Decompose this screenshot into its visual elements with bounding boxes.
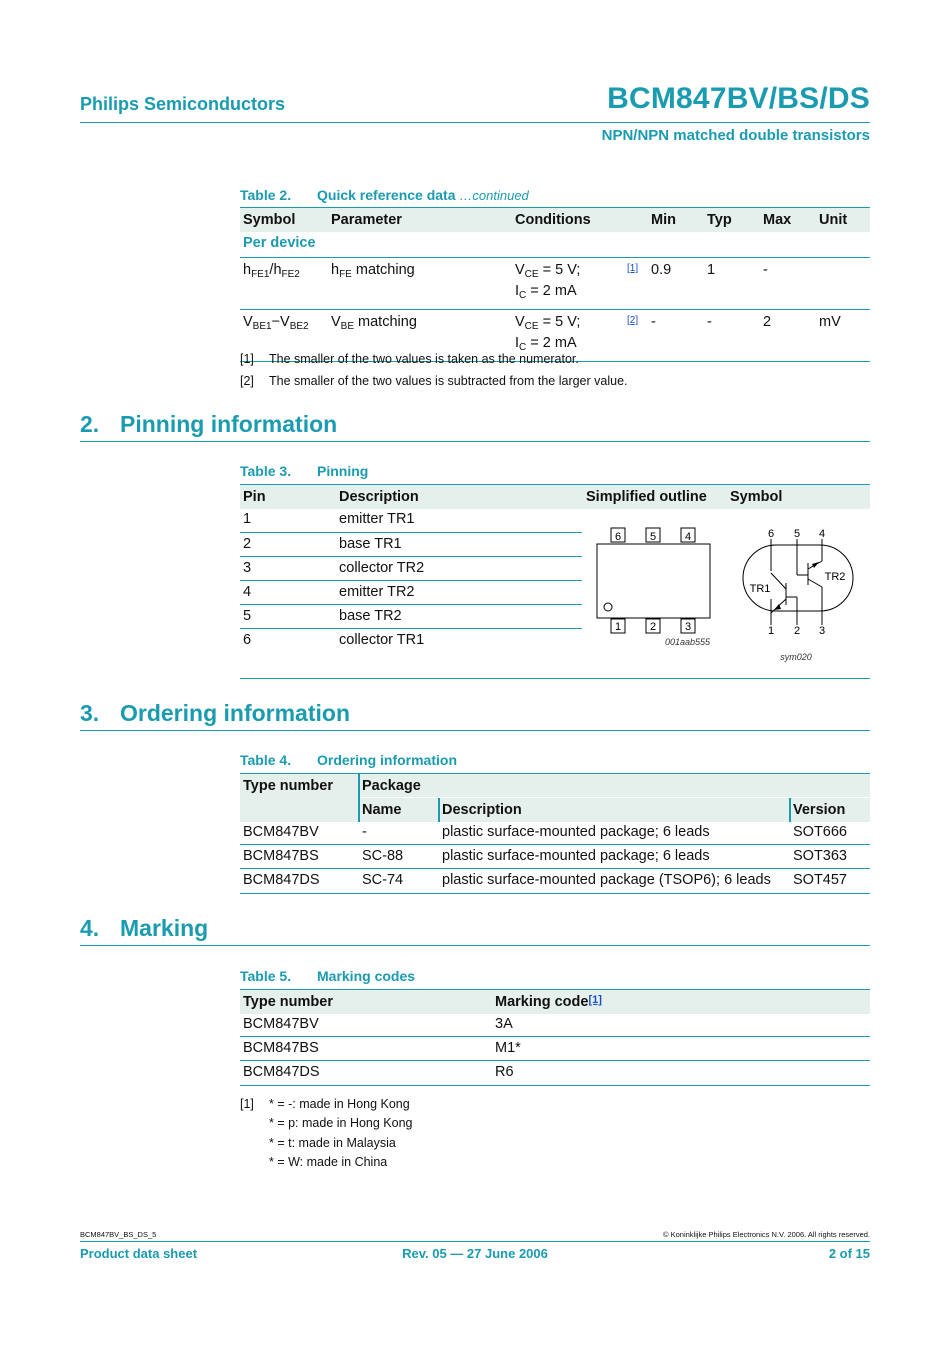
max-cell: 2 <box>760 310 816 362</box>
outline-pin-label: 4 <box>684 531 692 543</box>
outline-pin-label: 5 <box>649 531 657 543</box>
parameter-cell: $V_{BE}$ matching <box>328 310 512 362</box>
col-unit: Unit <box>816 208 870 233</box>
col-type-number: Type number <box>243 994 333 1010</box>
outline-code: 001aab555 <box>664 637 710 647</box>
table-note: [2] The smaller of the two values is subtracted from the larger value. <box>240 374 628 388</box>
table-row <box>240 258 870 310</box>
table-row: 2 base TR1 <box>240 533 582 557</box>
typ-cell: 1 <box>704 258 760 310</box>
min-cell: - <box>648 310 704 362</box>
table-row: BCM847BS SC-88 plastic surface-mounted package; 6 leads SOT363 <box>240 845 870 869</box>
table5-caption: Table 5. Marking codes <box>240 968 416 984</box>
symbol-pin-label: 3 <box>818 625 826 637</box>
pinning-list <box>240 508 582 652</box>
table-row: BCM847BV 3A <box>240 1013 870 1037</box>
table-header-row <box>240 208 870 233</box>
col-outline: Simplified outline <box>586 489 707 505</box>
col-min: Min <box>648 208 704 233</box>
col-parameter: Parameter <box>328 208 512 233</box>
group-label: Per device <box>240 232 870 258</box>
symbol-pin-label: 2 <box>793 625 801 637</box>
parameter-cell: $h_{FE}$ matching <box>328 258 512 310</box>
conditions-cell: $V_{CE} = 5$ V; $I_C = 2$ mA <box>512 258 624 310</box>
outline-pin-label: 6 <box>614 531 622 543</box>
group-row <box>240 232 870 258</box>
col-package: Package <box>362 778 421 794</box>
company-name: Philips Semiconductors <box>80 94 286 114</box>
tr1-label: TR1 <box>749 583 771 595</box>
note-ref-link[interactable]: [1] <box>624 258 648 310</box>
section-heading: 2. Pinning information <box>80 411 338 437</box>
col-version: Version <box>793 802 846 818</box>
unit-cell: mV <box>816 310 870 362</box>
table-row: 6 collector TR1 <box>243 632 425 648</box>
symbol-pin-label: 4 <box>818 528 826 540</box>
section-rule <box>80 945 870 946</box>
outline-pin-label: 2 <box>649 621 657 633</box>
symbol-pin-label: 5 <box>793 528 801 540</box>
symbol-pin-label: 1 <box>767 625 775 637</box>
section-heading: 3. Ordering information <box>80 700 350 726</box>
max-cell: - <box>760 258 816 310</box>
col-symbol: Symbol <box>240 208 328 233</box>
copyright: © Koninklijke Philips Electronics N.V. 2006. All rights reserved. <box>662 1230 870 1239</box>
col-max: Max <box>760 208 816 233</box>
marking-rows <box>240 1013 870 1086</box>
doc-type: Product data sheet <box>80 1246 198 1261</box>
pinning-header <box>240 484 870 509</box>
conditions-cell: $V_{CE} = 5$ V; $I_C = 2$ mA <box>512 310 624 362</box>
outline-pin-label: 3 <box>684 621 692 633</box>
ordering-rows <box>240 821 870 894</box>
table2-caption-continued: …continued <box>459 188 529 203</box>
symbol-code: sym020 <box>780 652 812 662</box>
doc-id: BCM847BV_BS_DS_5 <box>80 1230 157 1239</box>
revision: Rev. 05 — 27 June 2006 <box>402 1246 548 1261</box>
tr2-label: TR2 <box>824 571 846 583</box>
table-row: BCM847BS M1* <box>240 1037 870 1061</box>
table-row: BCM847BV - plastic surface-mounted package; 6 leads SOT666 <box>240 821 870 845</box>
table-row: 4 emitter TR2 <box>240 581 582 605</box>
outline-pin-label: 1 <box>614 621 622 633</box>
table-row: BCM847DS SC-74 plastic surface-mounted package (TSOP6); 6 leads SOT457 <box>240 869 870 894</box>
col-name: Name <box>362 802 402 818</box>
min-cell: 0.9 <box>648 258 704 310</box>
table-row: 1 emitter TR1 <box>240 508 582 533</box>
footer-rule <box>80 1241 870 1242</box>
col-marking-code: Marking code[1] <box>495 994 602 1010</box>
table-note: [1] The smaller of the two values is taken as the numerator. <box>240 352 579 366</box>
symbol-pin-label: 6 <box>767 528 775 540</box>
transistor-symbol-drawing <box>738 525 860 667</box>
page-number: 2 of 15 <box>828 1246 870 1261</box>
note-ref-link[interactable]: [2] <box>624 310 648 362</box>
product-subtitle: NPN/NPN matched double transistors <box>601 127 870 144</box>
simplified-outline-drawing <box>590 522 720 652</box>
ordering-header <box>240 773 870 822</box>
quick-reference-table <box>240 207 870 362</box>
table4-caption: Table 4. Ordering information <box>240 752 457 768</box>
col-description: Description <box>442 802 522 818</box>
product-title: BCM847BV/BS/DS <box>607 82 870 115</box>
unit-cell <box>816 258 870 310</box>
col-conditions: Conditions <box>512 208 624 233</box>
table-row: 3 collector TR2 <box>240 557 582 581</box>
col-type-number: Type number <box>243 778 333 794</box>
section-rule <box>80 730 870 731</box>
header-rule <box>80 122 870 123</box>
typ-cell: - <box>704 310 760 362</box>
marking-note: [1] * = -: made in Hong Kong * = p: made in Hong Kong * = t: made in Malaysia * = W: made in China <box>240 1097 413 1169</box>
symbol-cell: $V_{BE1}-V_{BE2}$ <box>240 310 328 362</box>
table2-caption-title: Quick reference data <box>317 187 456 203</box>
table3-caption: Table 3. Pinning <box>240 463 369 479</box>
section-heading: 4. Marking <box>80 915 209 941</box>
note-ref-link[interactable]: [1] <box>588 994 602 1006</box>
section-rule <box>80 441 870 442</box>
col-typ: Typ <box>704 208 760 233</box>
col-symbol: Symbol <box>730 489 783 505</box>
table2-caption <box>240 187 529 203</box>
table3-bottom-rule <box>240 678 870 679</box>
table-row: 5 base TR2 <box>240 605 582 629</box>
marking-header <box>240 989 870 1014</box>
symbol-cell: $h_{FE1}/h_{FE2}$ <box>240 258 328 310</box>
col-pin: Pin <box>243 489 266 505</box>
table-row: BCM847DS R6 <box>240 1061 870 1086</box>
table2-caption-number: Table 2. <box>240 187 292 203</box>
col-description: Description <box>339 489 419 505</box>
